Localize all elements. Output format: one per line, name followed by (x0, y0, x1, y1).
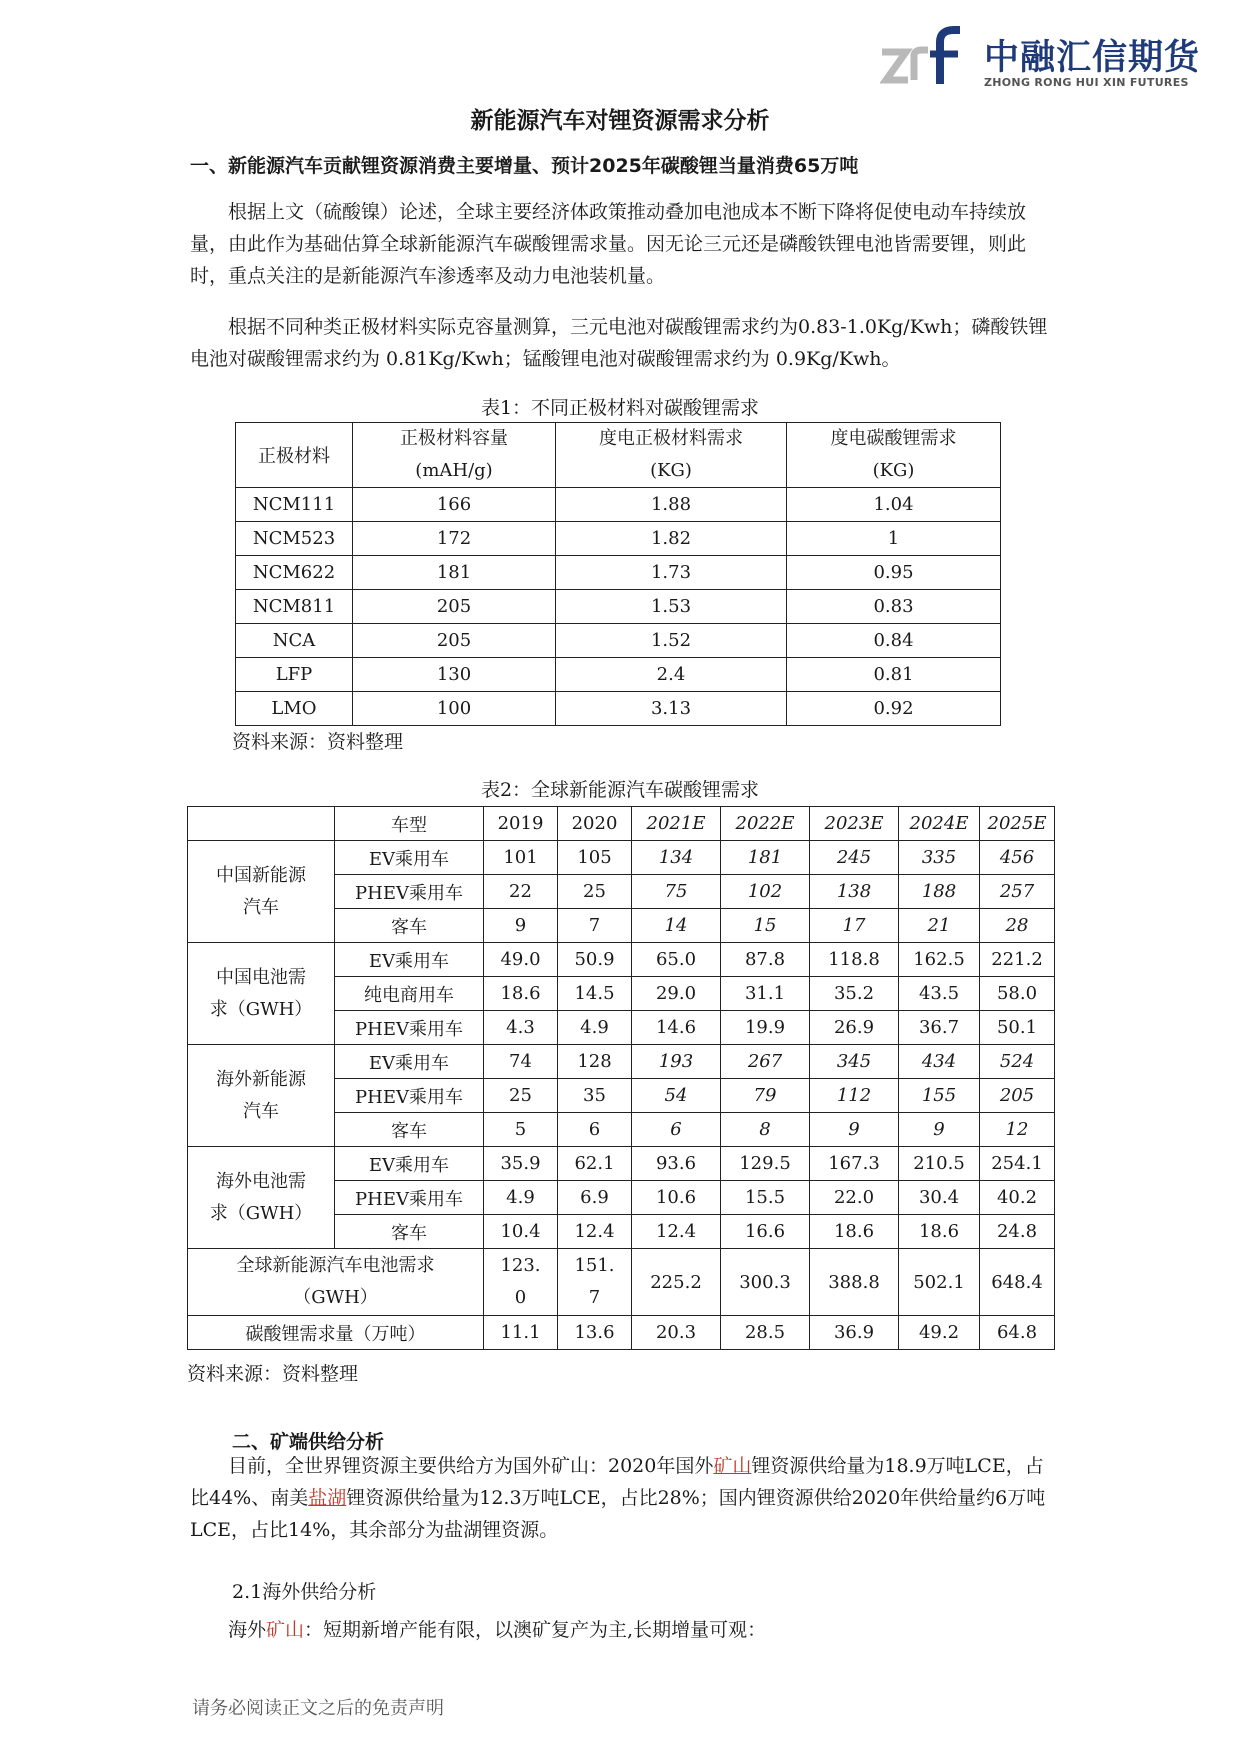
table1-cell: 1.82 (556, 522, 787, 556)
table2-cell: 50.9 (558, 943, 632, 977)
table1-cell: 0.95 (787, 556, 1001, 590)
table2-cell: 18.6 (484, 977, 558, 1011)
table1-caption: 表1：不同正极材料对碳酸锂需求 (480, 397, 760, 419)
table2-lce-value: 11.1 (484, 1316, 558, 1350)
table1-cell: 100 (353, 692, 556, 726)
table2-vehicle-type: PHEV乘用车 (335, 1181, 484, 1215)
section1-paragraph-2: 根据不同种类正极材料实际克容量测算，三元电池对碳酸锂需求约为0.83-1.0Kg/Kwh；磷酸铁锂电池对碳酸锂需求约为 0.81Kg/Kwh；锰酸锂电池对碳酸锂需求约为 0.9Kg/Kwh。 (190, 316, 1048, 370)
table2-total-value: 648.4 (980, 1249, 1055, 1316)
table2-cell: 74 (484, 1045, 558, 1079)
table2-cell: 9 (484, 909, 558, 943)
table2-vehicle-type: 客车 (335, 909, 484, 943)
table2-cell: 25 (484, 1079, 558, 1113)
table2-cell: 22.0 (810, 1181, 899, 1215)
table2-cell: 221.2 (980, 943, 1055, 977)
table2-cell: 54 (632, 1079, 721, 1113)
table2-cell: 58.0 (980, 977, 1055, 1011)
table2-cell: 345 (810, 1045, 899, 1079)
table2-cell: 18.6 (899, 1215, 980, 1249)
zrf-logo-icon (880, 26, 960, 90)
table2-cell: 29.0 (632, 977, 721, 1011)
table1-cell: 1.53 (556, 590, 787, 624)
table2-cell: 35 (558, 1079, 632, 1113)
table2-caption: 表2：全球新能源汽车碳酸锂需求 (480, 779, 760, 801)
table2-cell: 9 (899, 1113, 980, 1147)
table2-cell: 6.9 (558, 1181, 632, 1215)
table2-vehicle-type: PHEV乘用车 (335, 875, 484, 909)
table2-group-label: 中国新能源 汽车 (188, 841, 335, 943)
section1-heading: 一、新能源汽车贡献锂资源消费主要增量、预计2025年碳酸锂当量消费65万吨 (190, 155, 859, 177)
table1-row (236, 556, 1001, 590)
mine-link[interactable]: 矿山 (713, 1455, 752, 1477)
table2-cell: 40.2 (980, 1181, 1055, 1215)
table1-cell: 205 (353, 590, 556, 624)
table2-cell: 15.5 (721, 1181, 810, 1215)
table2-vehicle-type: 客车 (335, 1113, 484, 1147)
table1-cell: NCA (236, 624, 353, 658)
table2-vehicle-type: EV乘用车 (335, 943, 484, 977)
logo-english-name: ZHONG RONG HUI XIN FUTURES (984, 76, 1189, 89)
table1-cell: LMO (236, 692, 353, 726)
table2-group-label: 中国电池需 求（GWH） (188, 943, 335, 1045)
table2-lce-value: 20.3 (632, 1316, 721, 1350)
table1-row (236, 488, 1001, 522)
table2-cell: 188 (899, 875, 980, 909)
table2-corner-cell (188, 807, 335, 841)
table2-cell: 162.5 (899, 943, 980, 977)
table2-lce-label: 碳酸锂需求量（万吨） (188, 1316, 484, 1350)
table2-cell: 254.1 (980, 1147, 1055, 1181)
table2-lce-value: 13.6 (558, 1316, 632, 1350)
table2-cell: 14.5 (558, 977, 632, 1011)
table2-vehicle-type: EV乘用车 (335, 1045, 484, 1079)
table2-cell: 112 (810, 1079, 899, 1113)
table2-cell: 35.2 (810, 977, 899, 1011)
table2-cell: 335 (899, 841, 980, 875)
table2-cell: 129.5 (721, 1147, 810, 1181)
logo-chinese-name: 中融汇信期货 (984, 38, 1201, 78)
table2-total-label: 全球新能源汽车电池需求 （GWH） (188, 1249, 484, 1316)
table2-vehicle-type: EV乘用车 (335, 841, 484, 875)
table1-header-cell: 正极材料 (236, 423, 353, 488)
table2-cell: 128 (558, 1045, 632, 1079)
table2-cell: 167.3 (810, 1147, 899, 1181)
table2-cell: 118.8 (810, 943, 899, 977)
table2-cell: 105 (558, 841, 632, 875)
table2-lce-value: 49.2 (899, 1316, 980, 1350)
table2-vehicle-type: 纯电商用车 (335, 977, 484, 1011)
table2-cell: 65.0 (632, 943, 721, 977)
table1-cell: 130 (353, 658, 556, 692)
table2-cell: 31.1 (721, 977, 810, 1011)
table1-cathode-demand (235, 422, 1001, 726)
table1-cell: 0.81 (787, 658, 1001, 692)
table2-lce-value: 28.5 (721, 1316, 810, 1350)
table2-cell: 12.4 (558, 1215, 632, 1249)
table1-cell: 205 (353, 624, 556, 658)
table1-cell: 1 (787, 522, 1001, 556)
table2-group-label: 海外新能源 汽车 (188, 1045, 335, 1147)
table2-header-cell: 2023E (810, 807, 899, 841)
table2-cell: 36.7 (899, 1011, 980, 1045)
table2-cell: 9 (810, 1113, 899, 1147)
table2-header-cell: 2019 (484, 807, 558, 841)
table1-cell: 172 (353, 522, 556, 556)
table2-cell: 50.1 (980, 1011, 1055, 1045)
table2-cell: 26.9 (810, 1011, 899, 1045)
table2-row (188, 1147, 1055, 1181)
table2-header-cell: 2024E (899, 807, 980, 841)
table2-cell: 210.5 (899, 1147, 980, 1181)
table1-cell: 1.04 (787, 488, 1001, 522)
table2-cell: 134 (632, 841, 721, 875)
table2-row (188, 1045, 1055, 1079)
table1-cell: 166 (353, 488, 556, 522)
table1-cell: 0.92 (787, 692, 1001, 726)
table2-cell: 155 (899, 1079, 980, 1113)
table1-source: 资料来源：资料整理 (232, 731, 404, 753)
table2-cell: 434 (899, 1045, 980, 1079)
table1-row (236, 624, 1001, 658)
table2-header-cell: 2020 (558, 807, 632, 841)
table2-vehicle-type: PHEV乘用车 (335, 1011, 484, 1045)
table1-cell: 0.83 (787, 590, 1001, 624)
table2-cell: 93.6 (632, 1147, 721, 1181)
table2-group-label: 海外电池需 求（GWH） (188, 1147, 335, 1249)
table1-cell: LFP (236, 658, 353, 692)
table2-cell: 138 (810, 875, 899, 909)
disclaimer-footer: 请务必阅读正文之后的免责声明 (192, 1698, 444, 1719)
table2-cell: 28 (980, 909, 1055, 943)
table1-row (236, 522, 1001, 556)
table1-row (236, 658, 1001, 692)
table2-cell: 14 (632, 909, 721, 943)
table2-cell: 6 (632, 1113, 721, 1147)
table2-cell: 101 (484, 841, 558, 875)
table2-cell: 43.5 (899, 977, 980, 1011)
section2-heading: 二、矿端供给分析 (232, 1431, 385, 1453)
table2-global-lce-demand (187, 806, 1055, 1350)
subsection-2-1-heading: 2.1海外供给分析 (232, 1581, 377, 1603)
table2-cell: 4.9 (484, 1181, 558, 1215)
table2-cell: 25 (558, 875, 632, 909)
page-title: 新能源汽车对锂资源需求分析 (470, 108, 770, 134)
table2-total-value: 388.8 (810, 1249, 899, 1316)
table2-cell: 8 (721, 1113, 810, 1147)
table1-cell: NCM622 (236, 556, 353, 590)
table2-header-cell: 车型 (335, 807, 484, 841)
table1-cell: 1.88 (556, 488, 787, 522)
salt-lake-link[interactable]: 盐湖 (308, 1487, 347, 1509)
table2-header-cell: 2025E (980, 807, 1055, 841)
table2-cell: 456 (980, 841, 1055, 875)
table2-cell: 62.1 (558, 1147, 632, 1181)
section2-paragraph: 目前，全世界锂资源主要供给方为国外矿山：2020年国外矿山锂资源供给量为18.9万吨LCE，占比44%、南美盐湖锂资源供给量为12.3万吨LCE，占比28%；国内锂资源供给2020年供给量约6万吨 LCE，占比14%，其余部分为盐湖锂资源。 (190, 1455, 1046, 1541)
table2-total-value: 151. 7 (558, 1249, 632, 1316)
section1-paragraph-1: 根据上文（硫酸镍）论述，全球主要经济体政策推动叠加电池成本不断下降将促使电动车持续放量，由此作为基础估算全球新能源汽车碳酸锂需求量。因无论三元还是磷酸铁锂电池皆需要锂，则此时，重点关注的是新能源汽车渗透率及动力电池装机量。 (190, 201, 1027, 287)
table2-cell: 181 (721, 841, 810, 875)
table2-cell: 193 (632, 1045, 721, 1079)
table2-cell: 21 (899, 909, 980, 943)
table2-cell: 87.8 (721, 943, 810, 977)
table2-row (188, 841, 1055, 875)
table2-cell: 267 (721, 1045, 810, 1079)
table2-header-cell: 2021E (632, 807, 721, 841)
table2-source: 资料来源：资料整理 (187, 1363, 359, 1385)
table2-cell: 257 (980, 875, 1055, 909)
table2-cell: 75 (632, 875, 721, 909)
table2-cell: 6 (558, 1113, 632, 1147)
table2-cell: 10.4 (484, 1215, 558, 1249)
section2-last-paragraph: 海外矿山：短期新增产能有限，以澳矿复产为主,长期增量可观： (228, 1619, 767, 1641)
table2-cell: 205 (980, 1079, 1055, 1113)
table2-cell: 14.6 (632, 1011, 721, 1045)
table2-cell: 102 (721, 875, 810, 909)
table2-lce-value: 36.9 (810, 1316, 899, 1350)
table2-cell: 79 (721, 1079, 810, 1113)
table2-total-value: 123. 0 (484, 1249, 558, 1316)
table2-total-value: 225.2 (632, 1249, 721, 1316)
table2-cell: 524 (980, 1045, 1055, 1079)
table2-cell: 5 (484, 1113, 558, 1147)
table2-cell: 12 (980, 1113, 1055, 1147)
table2-header-cell: 2022E (721, 807, 810, 841)
table2-cell: 19.9 (721, 1011, 810, 1045)
table2-total-value: 300.3 (721, 1249, 810, 1316)
table1-cell: 181 (353, 556, 556, 590)
table2-cell: 15 (721, 909, 810, 943)
table2-cell: 10.6 (632, 1181, 721, 1215)
table1-cell: 0.84 (787, 624, 1001, 658)
table2-cell: 7 (558, 909, 632, 943)
table1-cell: 2.4 (556, 658, 787, 692)
table1-cell: 3.13 (556, 692, 787, 726)
table2-vehicle-type: EV乘用车 (335, 1147, 484, 1181)
table2-row (188, 943, 1055, 977)
table2-cell: 245 (810, 841, 899, 875)
table1-header-cell: 正极材料容量 (mAH/g) (353, 423, 556, 488)
table2-cell: 22 (484, 875, 558, 909)
table2-vehicle-type: 客车 (335, 1215, 484, 1249)
table1-header-cell: 度电碳酸锂需求 (KG) (787, 423, 1001, 488)
table1-cell: NCM811 (236, 590, 353, 624)
table1-cell: NCM523 (236, 522, 353, 556)
company-logo (880, 26, 1201, 96)
table2-cell: 35.9 (484, 1147, 558, 1181)
table2-cell: 16.6 (721, 1215, 810, 1249)
table1-cell: NCM111 (236, 488, 353, 522)
table2-cell: 4.9 (558, 1011, 632, 1045)
table1-row (236, 692, 1001, 726)
table1-cell: 1.73 (556, 556, 787, 590)
table2-lce-value: 64.8 (980, 1316, 1055, 1350)
table1-row (236, 590, 1001, 624)
table2-total-value: 502.1 (899, 1249, 980, 1316)
table2-cell: 49.0 (484, 943, 558, 977)
mine-keyword: 矿山 (266, 1619, 305, 1641)
table2-vehicle-type: PHEV乘用车 (335, 1079, 484, 1113)
table2-cell: 17 (810, 909, 899, 943)
table2-cell: 18.6 (810, 1215, 899, 1249)
table2-cell: 24.8 (980, 1215, 1055, 1249)
table1-cell: 1.52 (556, 624, 787, 658)
table1-header-cell: 度电正极材料需求 (KG) (556, 423, 787, 488)
table2-cell: 30.4 (899, 1181, 980, 1215)
table2-cell: 4.3 (484, 1011, 558, 1045)
table2-cell: 12.4 (632, 1215, 721, 1249)
